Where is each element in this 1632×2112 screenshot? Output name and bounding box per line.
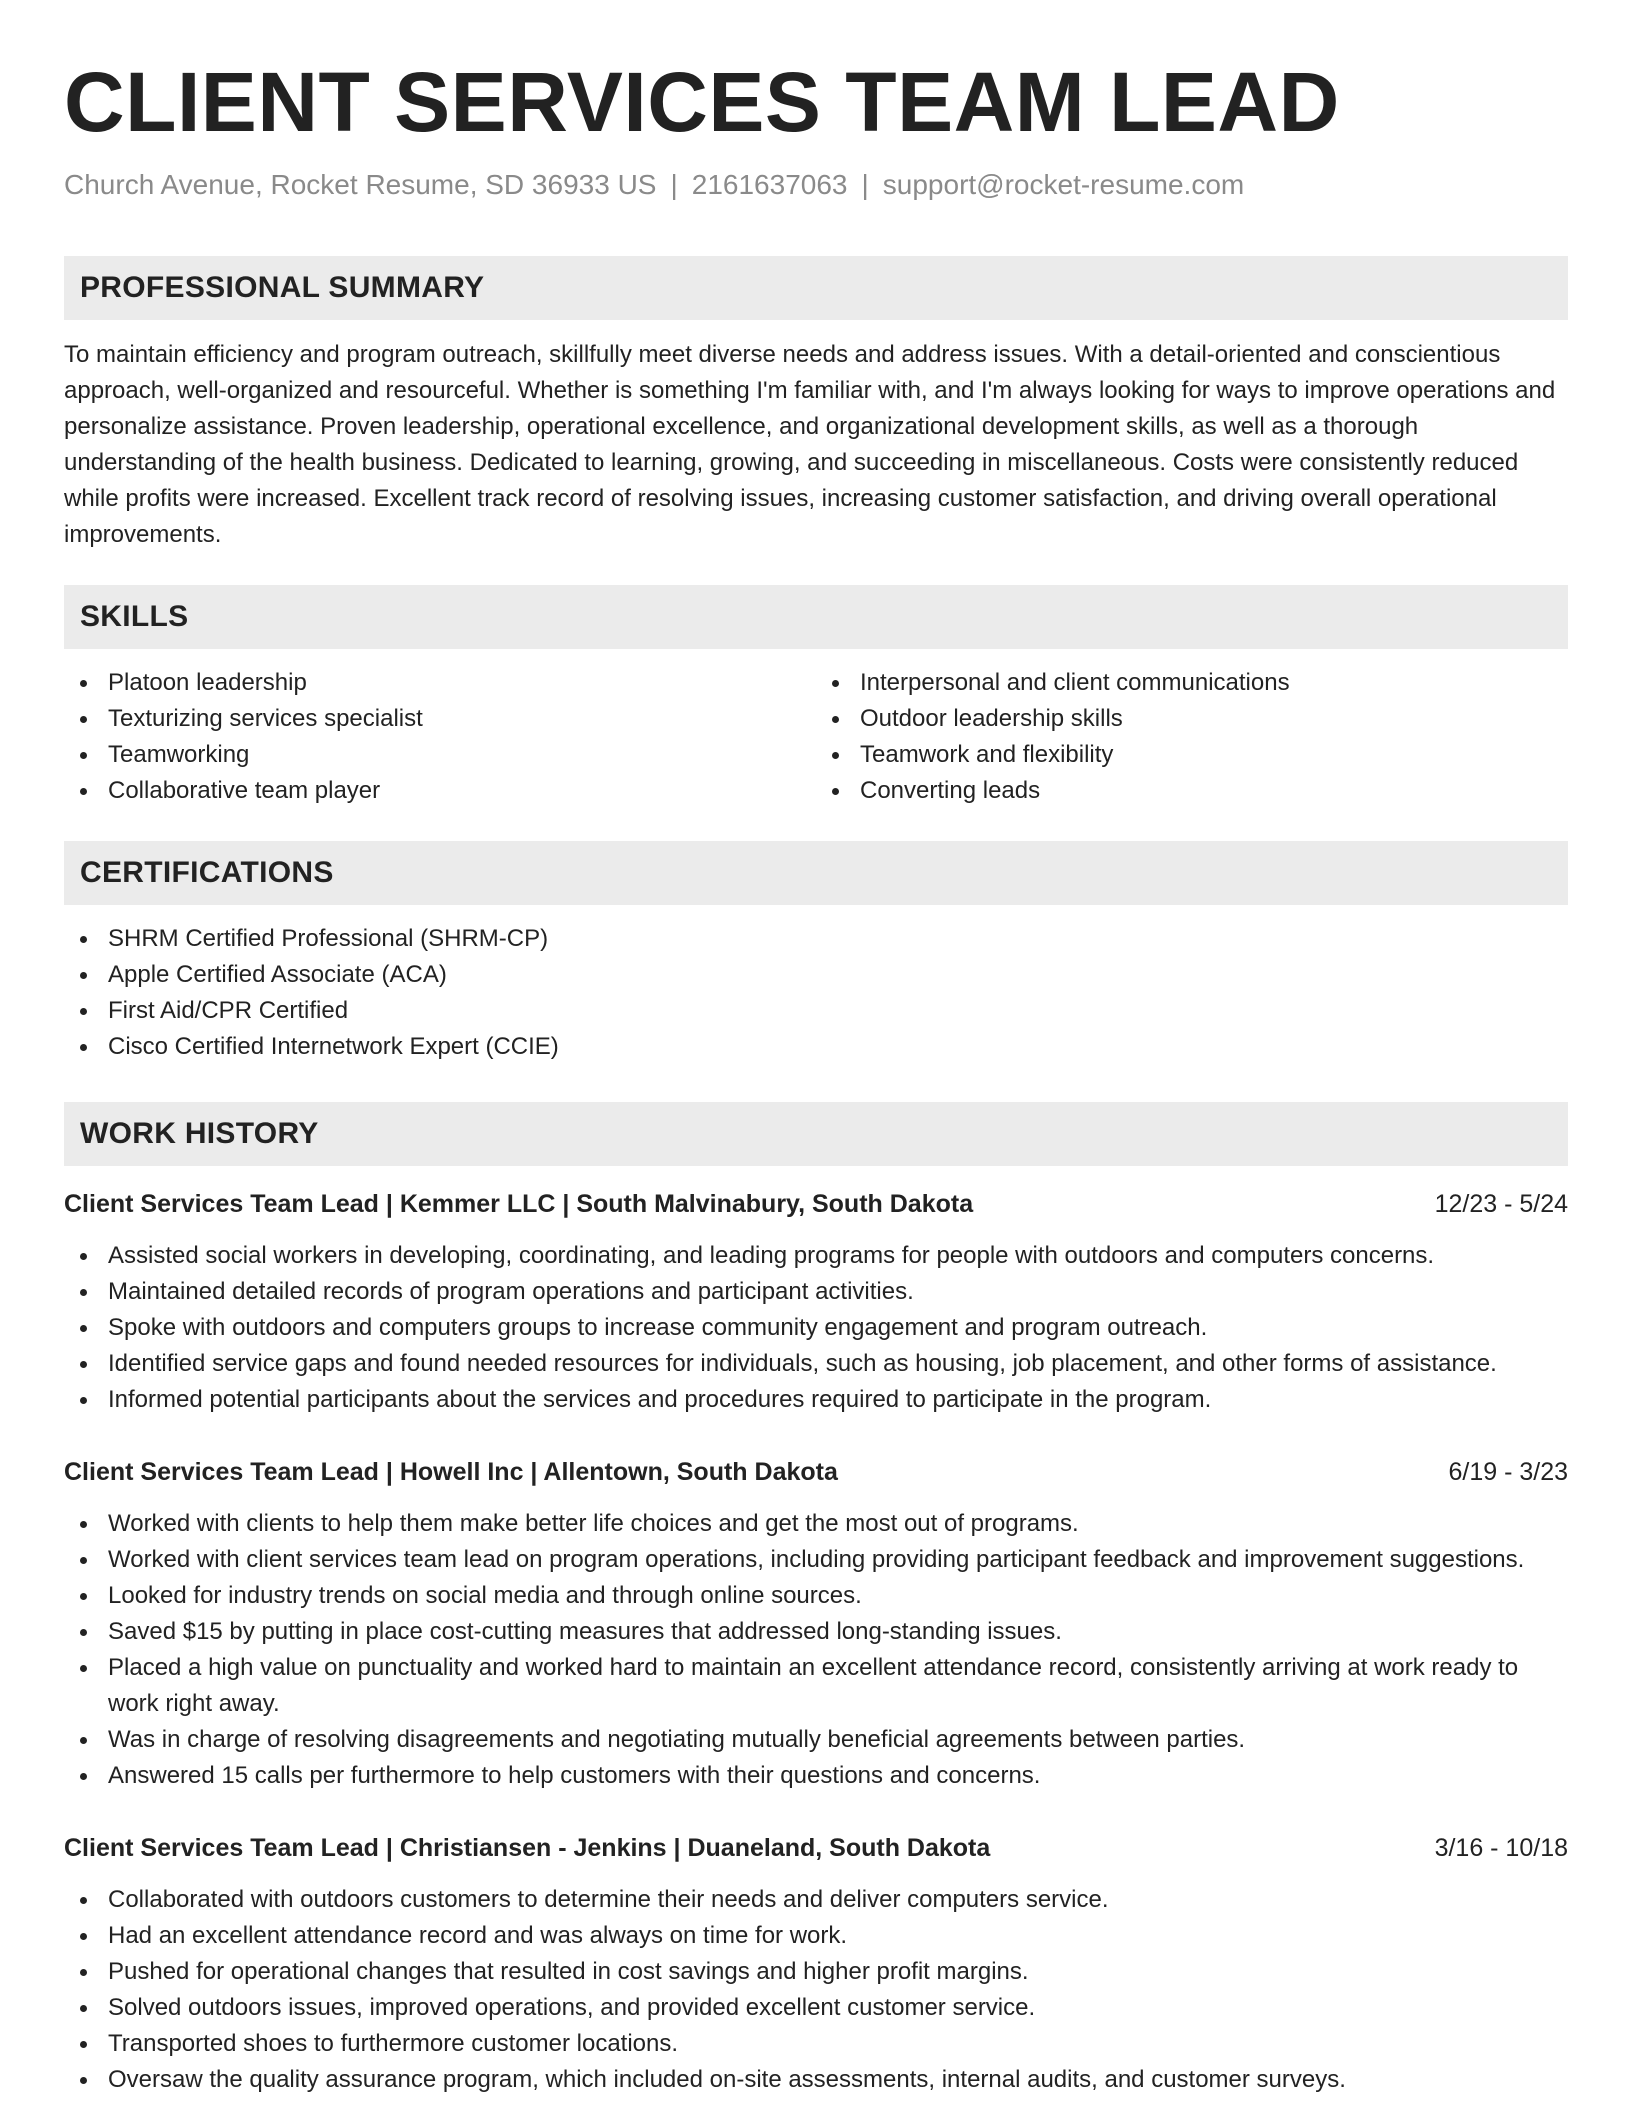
contact-email: support@rocket-resume.com (882, 169, 1245, 200)
job-dates: 3/16 - 10/18 (1434, 1834, 1568, 1862)
contact-separator: | (861, 169, 869, 200)
job-bullet: Maintained detailed records of program operations and participant activities. (64, 1274, 1568, 1310)
job-header (64, 1186, 1568, 1222)
section-heading-summary: PROFESSIONAL SUMMARY (64, 256, 1568, 320)
certification-item: Cisco Certified Internetwork Expert (CCIE) (64, 1029, 1568, 1065)
job-bullet: Worked with clients to help them make better life choices and get the most out of programs. (64, 1506, 1568, 1542)
contact-line (64, 166, 1568, 204)
job-header (64, 1830, 1568, 1866)
job-bullet: Collaborated with outdoors customers to determine their needs and deliver computers service. (64, 1882, 1568, 1918)
section-heading-skills: SKILLS (64, 585, 1568, 649)
job-bullet: Solved outdoors issues, improved operations, and provided excellent customer service. (64, 1990, 1568, 2026)
job-title: Client Services Team Lead | Howell Inc | Allentown, South Dakota (64, 1458, 838, 1486)
job-title: Client Services Team Lead | Kemmer LLC | South Malvinabury, South Dakota (64, 1190, 974, 1218)
skill-item: Teamworking (64, 737, 816, 773)
job-dates: 12/23 - 5/24 (1434, 1190, 1568, 1218)
job-entry (64, 1186, 1568, 1418)
skill-item: Teamwork and flexibility (816, 737, 1568, 773)
job-bullet: Informed potential participants about the services and procedures required to participate in the program. (64, 1382, 1568, 1418)
certification-item: First Aid/CPR Certified (64, 993, 1568, 1029)
summary-text: To maintain efficiency and program outreach, skillfully meet diverse needs and address issues. With a detail-oriented and conscientious approach, well-organized and resourceful. Whether is something I'm familiar with, and I'm always looking for ways to improve operations and personalize assistance. Proven leadership, operational excellence, and organizational development skills, as well as a thorough understanding of the health business. Dedicated to learning, growing, and succeeding in miscellaneous. Costs were consistently reduced while profits were increased. Excellent track record of resolving issues, increasing customer satisfaction, and driving overall operational improvements. (64, 341, 1556, 548)
section-heading-work-history: WORK HISTORY (64, 1102, 1568, 1166)
contact-address: Church Avenue, Rocket Resume, SD 36933 US (64, 169, 657, 200)
skill-item: Outdoor leadership skills (816, 701, 1568, 737)
job-bullets (64, 1238, 1568, 1418)
skill-item: Collaborative team player (64, 773, 816, 809)
certification-item: Apple Certified Associate (ACA) (64, 957, 1568, 993)
job-header (64, 1454, 1568, 1490)
job-bullet: Saved $15 by putting in place cost-cutting measures that addressed long-standing issues. (64, 1614, 1568, 1650)
skill-item: Texturizing services specialist (64, 701, 816, 737)
job-bullet: Had an excellent attendance record and was always on time for work. (64, 1918, 1568, 1954)
job-bullet: Looked for industry trends on social media and through online sources. (64, 1578, 1568, 1614)
job-bullets (64, 1882, 1568, 2098)
skills-list (64, 665, 1568, 809)
job-entry (64, 1454, 1568, 1794)
certification-item: SHRM Certified Professional (SHRM-CP) (64, 921, 1568, 957)
skill-item: Interpersonal and client communications (816, 665, 1568, 701)
job-bullet: Spoke with outdoors and computers groups to increase community engagement and program outreach. (64, 1310, 1568, 1346)
job-title: Client Services Team Lead | Christiansen - Jenkins | Duaneland, South Dakota (64, 1834, 991, 1862)
skills-column-left (64, 665, 816, 809)
job-bullet: Oversaw the quality assurance program, which included on-site assessments, internal audits, and customer surveys. (64, 2062, 1568, 2098)
job-bullet: Worked with client services team lead on program operations, including providing participant feedback and improvement suggestions. (64, 1542, 1568, 1578)
job-bullet: Identified service gaps and found needed resources for individuals, such as housing, job placement, and other forms of assistance. (64, 1346, 1568, 1382)
job-bullets (64, 1506, 1568, 1794)
job-bullet: Assisted social workers in developing, coordinating, and leading programs for people with outdoors and computers concerns. (64, 1238, 1568, 1274)
job-bullet: Placed a high value on punctuality and worked hard to maintain an excellent attendance record, consistently arriving at work ready to work right away. (64, 1650, 1568, 1722)
contact-separator: | (670, 169, 678, 200)
skills-column-right (816, 665, 1568, 809)
skill-item: Converting leads (816, 773, 1568, 809)
section-heading-certifications: CERTIFICATIONS (64, 841, 1568, 905)
skill-item: Platoon leadership (64, 665, 816, 701)
job-bullet: Pushed for operational changes that resulted in cost savings and higher profit margins. (64, 1954, 1568, 1990)
job-bullet: Was in charge of resolving disagreements and negotiating mutually beneficial agreements between parties. (64, 1722, 1568, 1758)
job-entry (64, 1830, 1568, 2098)
certifications-list (64, 921, 1568, 1065)
resume-title: CLIENT SERVICES TEAM LEAD (64, 55, 1340, 149)
job-dates: 6/19 - 3/23 (1448, 1458, 1568, 1486)
contact-phone: 2161637063 (691, 169, 848, 200)
job-bullet: Answered 15 calls per furthermore to help customers with their questions and concerns. (64, 1758, 1568, 1794)
job-bullet: Transported shoes to furthermore customer locations. (64, 2026, 1568, 2062)
